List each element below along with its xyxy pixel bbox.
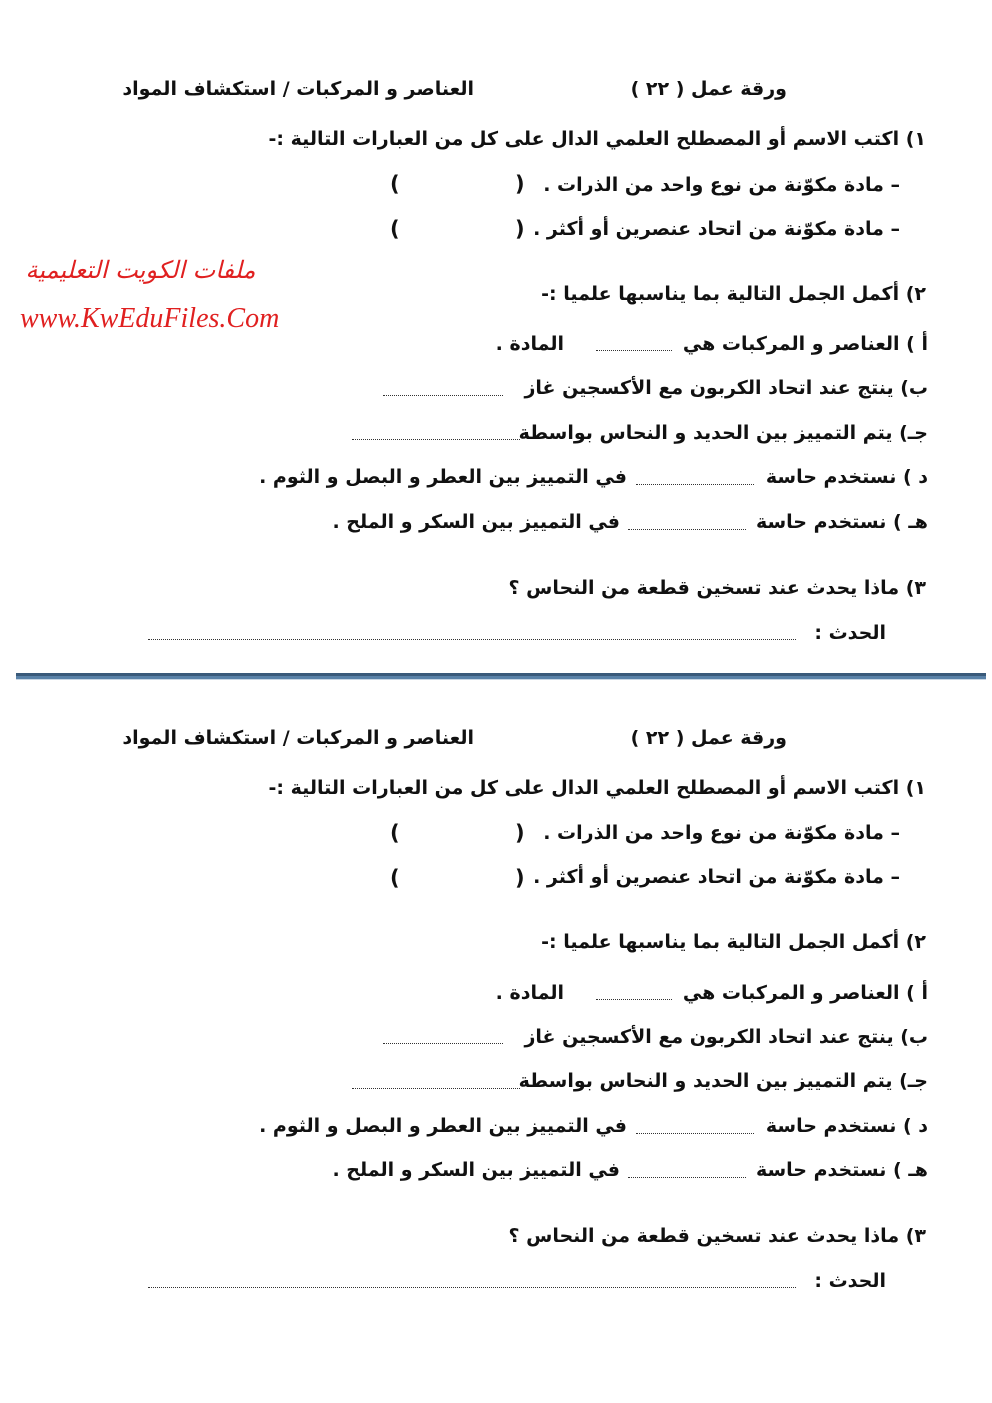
section-divider bbox=[16, 673, 986, 679]
q2-d-label: د ) نستخدم حاسة bbox=[765, 1115, 928, 1137]
answer-line bbox=[596, 999, 672, 1000]
question-2: ٢) أكمل الجمل التالية بما يناسبها علميا :- bbox=[541, 283, 926, 305]
paren-open: ( bbox=[515, 172, 525, 196]
q1-item-1: – مادة مكوّنة من نوع واحد من الذرات . bbox=[543, 822, 900, 844]
q2-a-end: المادة . bbox=[495, 982, 564, 1004]
question-1: ١) اكتب الاسم أو المصطلح العلمي الدال على كل من العبارات التالية :- bbox=[268, 128, 926, 150]
answer-line bbox=[636, 1133, 754, 1134]
watermark-arabic: ملفات الكويت التعليمية bbox=[25, 256, 256, 284]
answer-line bbox=[352, 1088, 520, 1089]
q2-e-end: في التمييز بين السكر و الملح . bbox=[332, 1159, 620, 1181]
q1-item-1: – مادة مكوّنة من نوع واحد من الذرات . bbox=[543, 174, 900, 196]
q2-a-end: المادة . bbox=[495, 333, 564, 355]
watermark-url: www.KwEduFiles.Com bbox=[20, 303, 280, 334]
worksheet-title: ورقة عمل ( ٢٢ ) bbox=[630, 78, 787, 100]
answer-line bbox=[628, 1177, 746, 1178]
q2-d-label: د ) نستخدم حاسة bbox=[765, 466, 928, 488]
q2-b-label: ب) ينتج عند اتحاد الكربون مع الأكسجين غاز bbox=[524, 377, 928, 399]
worksheet-subject: العناصر و المركبات / استكشاف المواد bbox=[122, 727, 474, 749]
paren-close: ) bbox=[390, 172, 400, 196]
answer-line bbox=[148, 1287, 796, 1288]
q1-item-2: – مادة مكوّنة من اتحاد عنصرين أو أكثر . bbox=[533, 218, 900, 240]
q2-a-label: أ ) العناصر و المركبات هي bbox=[682, 982, 928, 1004]
question-1: ١) اكتب الاسم أو المصطلح العلمي الدال على كل من العبارات التالية :- bbox=[268, 777, 926, 799]
answer-line bbox=[383, 395, 503, 396]
paren-close: ) bbox=[390, 217, 400, 241]
answer-line bbox=[636, 484, 754, 485]
answer-line bbox=[596, 350, 672, 351]
worksheet-title: ورقة عمل ( ٢٢ ) bbox=[630, 727, 787, 749]
q2-c-label: جـ) يتم التمييز بين الحديد و النحاس بواسطة bbox=[518, 422, 928, 444]
question-2: ٢) أكمل الجمل التالية بما يناسبها علميا :- bbox=[541, 931, 926, 953]
q2-a-label: أ ) العناصر و المركبات هي bbox=[682, 333, 928, 355]
q3-answer-label: الحدث : bbox=[814, 1270, 886, 1292]
question-3: ٣) ماذا يحدث عند تسخين قطعة من النحاس ؟ bbox=[508, 1225, 926, 1247]
paren-close: ) bbox=[390, 866, 400, 890]
paren-open: ( bbox=[515, 217, 525, 241]
answer-line bbox=[148, 639, 796, 640]
q2-d-end: في التمييز بين العطر و البصل و الثوم . bbox=[259, 466, 627, 488]
q2-e-label: هـ ) نستخدم حاسة bbox=[755, 1159, 928, 1181]
q2-c-label: جـ) يتم التمييز بين الحديد و النحاس بواسطة bbox=[518, 1070, 928, 1092]
q2-b-label: ب) ينتج عند اتحاد الكربون مع الأكسجين غاز bbox=[524, 1026, 928, 1048]
paren-open: ( bbox=[515, 821, 525, 845]
q2-e-label: هـ ) نستخدم حاسة bbox=[755, 511, 928, 533]
q2-d-end: في التمييز بين العطر و البصل و الثوم . bbox=[259, 1115, 627, 1137]
paren-close: ) bbox=[390, 821, 400, 845]
answer-line bbox=[628, 529, 746, 530]
worksheet-subject: العناصر و المركبات / استكشاف المواد bbox=[122, 78, 474, 100]
q3-answer-label: الحدث : bbox=[814, 622, 886, 644]
q1-item-2: – مادة مكوّنة من اتحاد عنصرين أو أكثر . bbox=[533, 866, 900, 888]
answer-line bbox=[383, 1043, 503, 1044]
paren-open: ( bbox=[515, 866, 525, 890]
answer-line bbox=[352, 439, 520, 440]
q2-e-end: في التمييز بين السكر و الملح . bbox=[332, 511, 620, 533]
question-3: ٣) ماذا يحدث عند تسخين قطعة من النحاس ؟ bbox=[508, 577, 926, 599]
